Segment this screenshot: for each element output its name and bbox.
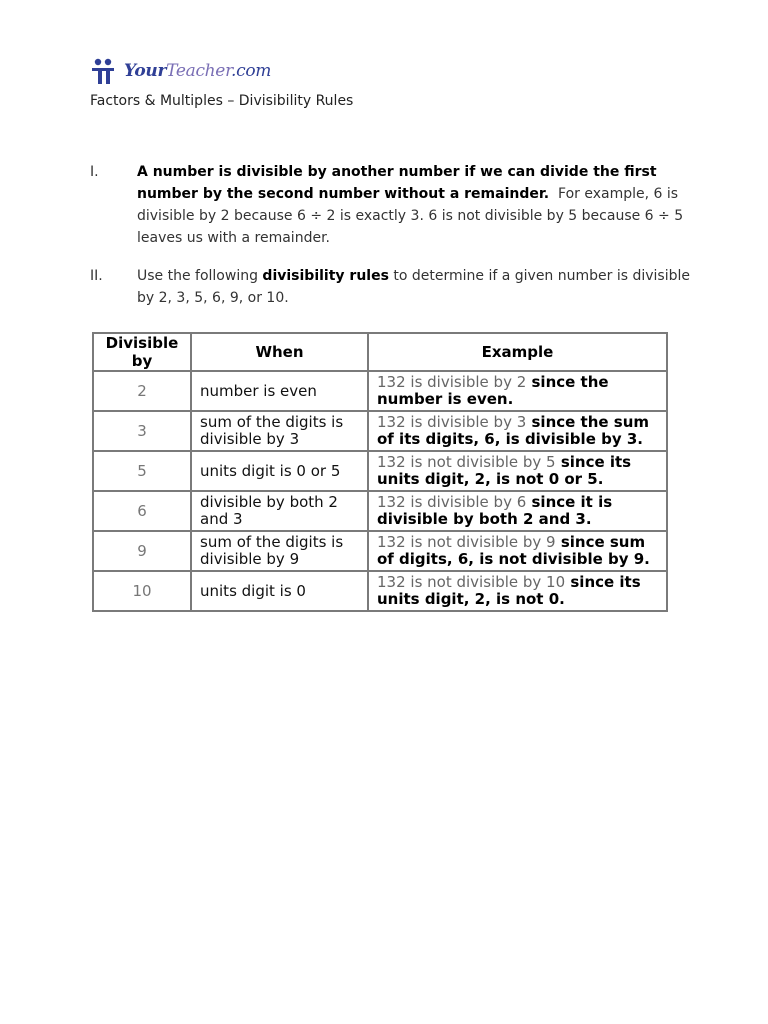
example-statement: 132 is divisible by 2 <box>377 373 527 391</box>
example-statement: 132 is not divisible by 10 <box>377 573 566 591</box>
table-row <box>93 371 667 411</box>
divisor-cell: 9 <box>93 531 191 571</box>
example-cell <box>368 491 667 531</box>
section-2-number: II. <box>90 268 103 284</box>
example-reason: since it is divisible by both 2 and 3. <box>377 493 613 528</box>
section-1-text <box>137 161 690 249</box>
section-1-number: I. <box>90 164 99 180</box>
section-1 <box>90 161 690 249</box>
divisor-cell: 10 <box>93 571 191 611</box>
table-row <box>93 411 667 451</box>
section-2-after: to determine if a given number is divisible by 2, 3, 5, 6, 9, or 10. <box>137 268 690 306</box>
example-reason: since the sum of its digits, 6, is divisible by 3. <box>377 413 650 448</box>
table-row <box>93 531 667 571</box>
header-divisible-by: Divisible by <box>93 333 191 371</box>
example-statement: 132 is not divisible by 5 <box>377 453 556 471</box>
when-cell: divisible by both 2 and 3 <box>191 491 368 531</box>
when-cell: units digit is 0 <box>191 571 368 611</box>
people-icon <box>90 57 120 85</box>
when-cell: sum of the digits is divisible by 9 <box>191 531 368 571</box>
example-reason: since its units digit, 2, is not 0. <box>377 573 641 608</box>
section-2-text <box>137 265 690 309</box>
example-statement: 132 is divisible by 3 <box>377 413 527 431</box>
section-1-rest: For example, 6 is divisible by 2 because 6 ÷ 2 is exactly 3. 6 is not divisible by 5 because 6 ÷ 5 leaves us with a remainder. <box>137 186 684 246</box>
section-1-bold: A number is divisible by another number if we can divide the first number by the second number without a remainder. <box>137 164 657 202</box>
section-2-bold: divisibility rules <box>262 268 389 284</box>
when-cell: units digit is 0 or 5 <box>191 451 368 491</box>
example-statement: 132 is divisible by 6 <box>377 493 527 511</box>
divisibility-rules-table <box>92 332 668 612</box>
divisor-cell: 6 <box>93 491 191 531</box>
table-row <box>93 491 667 531</box>
document-title: Factors & Multiples – Divisibility Rules <box>90 93 354 109</box>
example-reason: since the number is even. <box>377 373 609 408</box>
when-cell: sum of the digits is divisible by 3 <box>191 411 368 451</box>
example-cell <box>368 411 667 451</box>
divisor-cell: 5 <box>93 451 191 491</box>
yourteacher-logo <box>90 56 271 86</box>
example-cell <box>368 531 667 571</box>
table-row <box>93 451 667 491</box>
example-statement: 132 is not divisible by 9 <box>377 533 556 551</box>
section-2-before: Use the following <box>137 268 258 284</box>
example-cell <box>368 451 667 491</box>
example-reason: since sum of digits, 6, is not divisible by 9. <box>377 533 650 568</box>
divisor-cell: 2 <box>93 371 191 411</box>
header-when: When <box>191 333 368 371</box>
example-reason: since its units digit, 2, is not 0 or 5. <box>377 453 632 488</box>
table-header-row <box>93 333 667 371</box>
example-cell <box>368 571 667 611</box>
table-row <box>93 571 667 611</box>
when-cell: number is even <box>191 371 368 411</box>
divisor-cell: 3 <box>93 411 191 451</box>
section-2 <box>90 265 690 309</box>
logo-text: YourTeacher.com <box>124 61 272 81</box>
example-cell <box>368 371 667 411</box>
header-example: Example <box>368 333 667 371</box>
